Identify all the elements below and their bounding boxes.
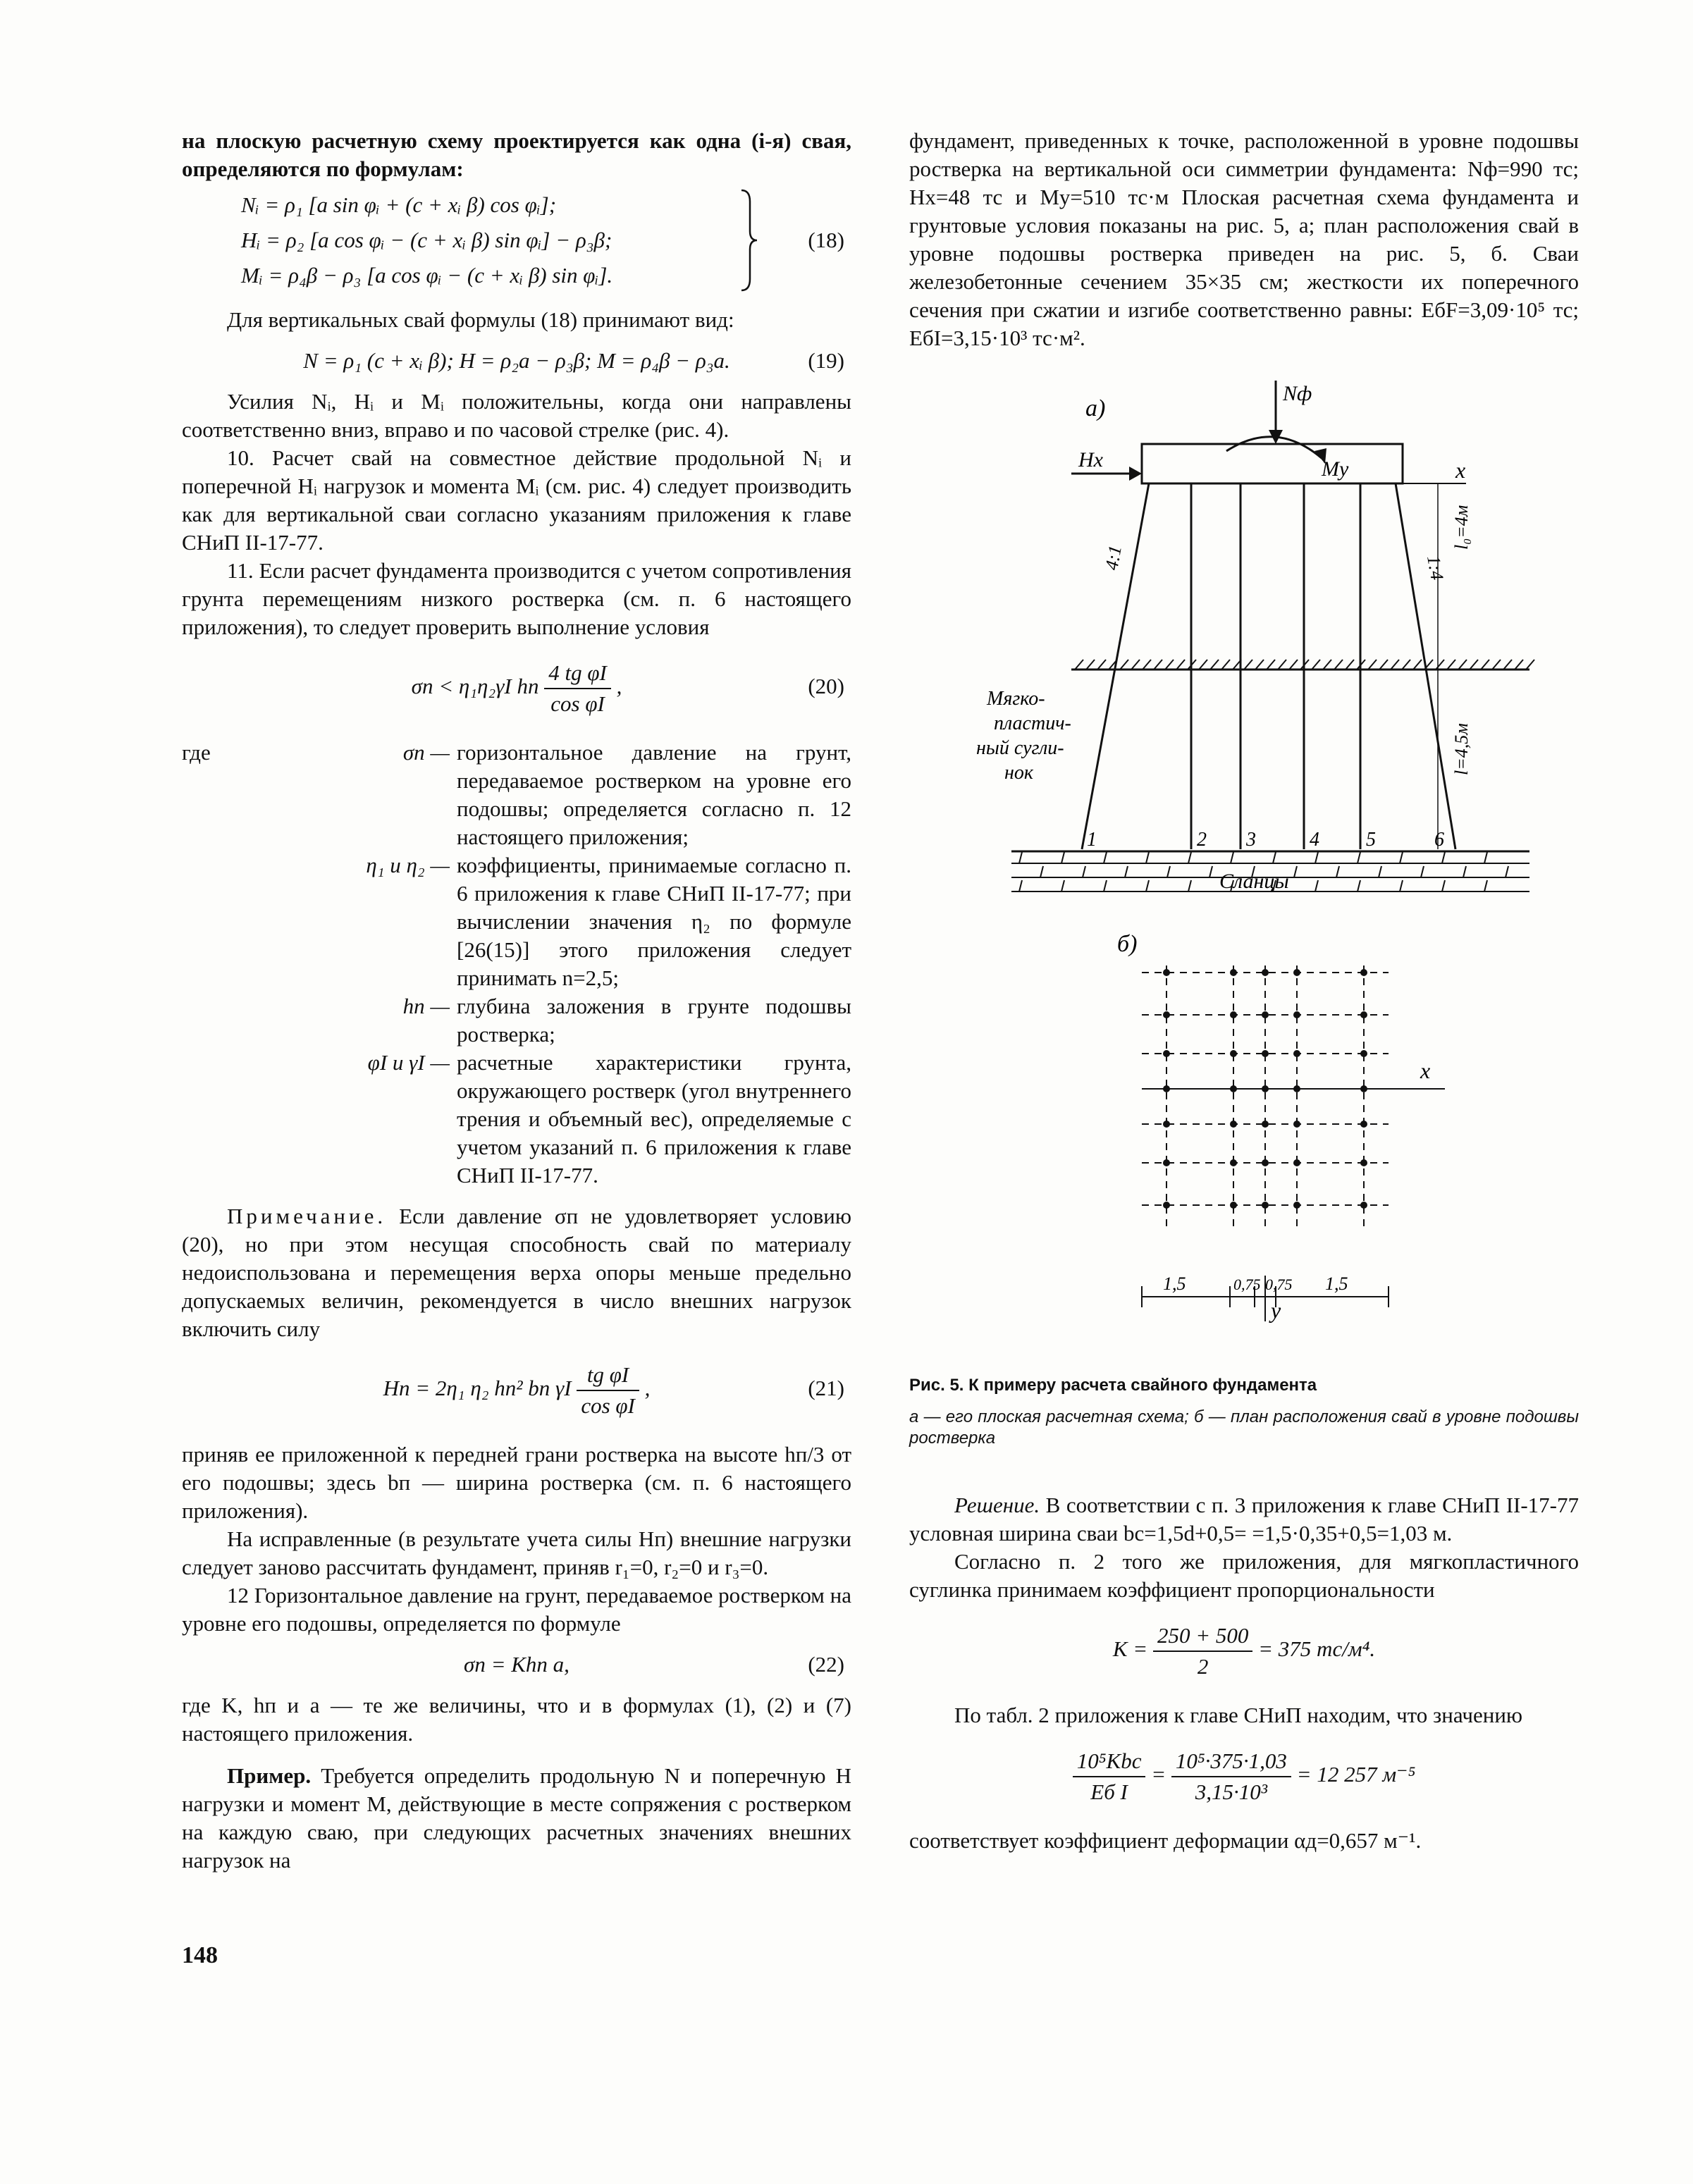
formula-19-number: (19)	[808, 348, 844, 373]
paragraph-11: 11. Если расчет фундамента производится с учетом сопротивления грунта перемещениям низкого ростверка (см. п. 6 настоящего приложения), то следует проверить выполнение условия	[182, 558, 851, 639]
ground-hatch-stroke	[1165, 660, 1174, 670]
soil-label-line2: пластич-	[994, 712, 1071, 734]
pile-mark	[1262, 1050, 1269, 1057]
formula-e-fraction-1	[1073, 1746, 1146, 1807]
point-2-paragraph: Согласно п. 2 того же приложения, для мягкопластичного суглинка принимаем коэффициент пропорциональности	[909, 1549, 1579, 1602]
figure-5	[909, 381, 1579, 1360]
ground-hatch-stroke	[1436, 660, 1444, 670]
slate-tick	[1315, 852, 1318, 863]
slate-tick	[1273, 852, 1276, 863]
formula-k-right: = 375 тс/м⁴.	[1258, 1636, 1376, 1662]
definition-term: φI и γI —	[367, 1050, 450, 1075]
definition-term: η₁ и η₂ —	[366, 853, 450, 877]
slope-left-label: 4:1	[1101, 543, 1126, 572]
slate-tick	[1019, 852, 1022, 863]
ground-hatch-stroke	[1278, 660, 1286, 670]
pile-mark	[1360, 1159, 1367, 1166]
definition-item	[182, 1049, 851, 1190]
ground-hatch-stroke	[1346, 660, 1354, 670]
ground-hatch-stroke	[1267, 660, 1275, 670]
pile-number: 3	[1246, 829, 1256, 851]
plan-y-label: y	[1271, 1297, 1281, 1323]
definition-desc: горизонтальное давление на грунт, передаваемое ростверком на уровне его подошвы; определяется согласно п. 12 настоящего приложения;	[457, 740, 851, 849]
slate-tick	[1358, 880, 1360, 892]
pile-number: 1	[1087, 829, 1097, 851]
slate-tick	[1421, 866, 1424, 877]
ground-hatch-stroke	[1323, 660, 1331, 670]
x-axis-label: x	[1455, 457, 1466, 483]
soil-label-line4: нок	[1004, 762, 1033, 784]
paragraph-10: 10. Расчет свай на совместное действие продольной Nᵢ и поперечной Hᵢ нагрузок и момента Mᵢ (см. рис. 4) следует производить как для вертикальной сваи согласно указаниям приложения к главе СНиП II-17-77.	[182, 445, 851, 555]
slope-right-label: 1:4	[1423, 554, 1448, 582]
ground-hatch-stroke	[1221, 660, 1230, 670]
formula-e-denominator-2: 3,15·10³	[1195, 1779, 1268, 1804]
formula-k-left: K =	[1112, 1636, 1148, 1662]
paragraph-12: 12 Горизонтальное давление на грунт, передаваемое ростверком на уровне его подошвы, определяется по формуле	[182, 1583, 852, 1636]
pile-mark	[1163, 969, 1170, 976]
left-column	[182, 127, 851, 1875]
ground-hatch-stroke	[1131, 660, 1140, 670]
table-paragraph: По табл. 2 приложения к главе СНиП находим, что значению	[954, 1703, 1523, 1727]
slate-tick	[1146, 852, 1149, 863]
where-22-paragraph: где K, hп и a — те же величины, что и в формулах (1), (2) и (7) настоящего приложения.	[182, 1693, 851, 1746]
definition-desc: глубина заложения в грунте подошвы ростверка;	[457, 994, 851, 1047]
formula-22	[182, 1643, 851, 1686]
slate-tick	[1209, 866, 1212, 877]
pile-mark	[1163, 1121, 1170, 1128]
figure-caption-text: а — его плоская расчетная схема; б — план расположения свай в уровне подошвы ростверка	[909, 1407, 1579, 1448]
forces-sign-paragraph: Усилия Nᵢ, Hᵢ и Mᵢ положительны, когда они направлены соответственно вниз, вправо и по часовой стрелке (рис. 4).	[182, 389, 851, 442]
ground-hatch-stroke	[1379, 660, 1388, 670]
pile-mark	[1293, 969, 1300, 976]
dimension-value: 1,5	[1325, 1273, 1348, 1294]
formula-18-line-2: Hᵢ = ρ₂ [a cos φᵢ − (c + xᵢ β) sin φᵢ] − ρ₃β;	[241, 228, 612, 252]
slate-tick	[1506, 866, 1508, 877]
formula-21-numerator: tg φI	[577, 1360, 639, 1391]
slate-tick	[1442, 852, 1445, 863]
right-column	[909, 127, 1579, 1855]
ground-hatch-stroke	[1492, 660, 1501, 670]
definition-item	[182, 992, 851, 1049]
formula-20-left: σп < η₁η₂γI hп	[411, 674, 539, 699]
ground-hatch-stroke	[1210, 660, 1219, 670]
formula-e-numerator-1: 10⁵Kbс	[1073, 1746, 1146, 1777]
formula-21-left: Hп = 2η₁ η₂ hп² bп γI	[383, 1376, 572, 1401]
pile-1	[1082, 483, 1149, 849]
ground-hatch-stroke	[1458, 660, 1467, 670]
plan-x-label: x	[1420, 1058, 1431, 1083]
formula-21-tail: ,	[644, 1376, 651, 1401]
slate-tick	[1104, 852, 1107, 863]
ground-hatch-stroke	[1289, 660, 1298, 670]
formula-20-tail: ,	[616, 674, 622, 699]
formula-e-equals: =	[1151, 1762, 1166, 1787]
formula-18-number: (18)	[808, 228, 844, 252]
ground-hatch-stroke	[1402, 660, 1410, 670]
slate-tick	[1167, 866, 1170, 877]
slate-tick	[1484, 852, 1487, 863]
figure-caption-title: Рис. 5. К примеру расчета свайного фундамента	[909, 1376, 1317, 1395]
intro-paragraph: на плоскую расчетную схему проектируется как одна (i-я) свая, определяются по формулам:	[182, 128, 851, 181]
pile-mark	[1262, 1159, 1269, 1166]
slate-tick	[1188, 852, 1191, 863]
l0-label: l₀=4м	[1451, 505, 1472, 550]
slate-tick	[1400, 852, 1403, 863]
formula-21-number: (21)	[808, 1376, 844, 1400]
ground-hatch-stroke	[1368, 660, 1377, 670]
ground-hatch-stroke	[1154, 660, 1162, 670]
slate-tick	[1379, 866, 1381, 877]
ground-hatch-stroke	[1244, 660, 1252, 670]
formula-18-line-1: Nᵢ = ρ₁ [a sin φᵢ + (c + xᵢ β) cos φᵢ];	[241, 192, 557, 217]
ground-hatch-stroke	[1526, 660, 1534, 670]
formula-22-body: σп = Khп a,	[464, 1652, 570, 1677]
dimension-value: 0,75	[1233, 1276, 1261, 1293]
pile-plan-grid	[1142, 965, 1389, 1226]
formula-e-right: = 12 257 м⁻⁵	[1296, 1762, 1416, 1787]
figure-label-a: а)	[1085, 395, 1106, 421]
last-paragraph: соответствует коэффициент деформации αд=0,657 м⁻¹.	[909, 1828, 1422, 1853]
definitions-list	[182, 739, 851, 1190]
formula-k-numerator: 250 + 500	[1153, 1621, 1252, 1652]
pile-mark	[1163, 1050, 1170, 1057]
pile-mark	[1293, 1202, 1300, 1209]
l-label: l=4,5м	[1451, 723, 1472, 775]
formula-19	[182, 340, 851, 382]
formula-20-number: (20)	[808, 674, 844, 698]
formula-22-number: (22)	[808, 1652, 844, 1677]
formula-20-fraction	[544, 658, 611, 719]
slate-tick	[1125, 866, 1128, 877]
definition-desc: коэффициенты, принимаемые согласно п. 6 приложения к главе СНиП II-17-77; при вычислении значения η₂ по формуле [26(15)] этого приложения следует принимать n=2,5;	[457, 853, 851, 990]
pile-mark	[1230, 1011, 1237, 1018]
pile-mark	[1293, 1011, 1300, 1018]
slate-tick	[1358, 852, 1360, 863]
ground-hatch-stroke	[1255, 660, 1264, 670]
corrected-loads-paragraph: На исправленные (в результате учета силы Hп) внешние нагрузки следует заново рассчитать фундамент, приняв r₁=0, r₂=0 и r₃=0.	[182, 1526, 851, 1579]
slate-tick	[1336, 866, 1339, 877]
pile-mark	[1360, 1050, 1367, 1057]
slate-tick	[1019, 880, 1022, 892]
soil-label-line3: ный сугли-	[976, 737, 1064, 759]
ground-hatch-stroke	[1199, 660, 1207, 670]
hx-label: Hx	[1078, 448, 1103, 471]
pile-mark	[1293, 1050, 1300, 1057]
slate-tick	[1294, 866, 1297, 877]
formula-k-fraction	[1153, 1621, 1252, 1682]
pile-mark	[1360, 969, 1367, 976]
solution-paragraph	[909, 1491, 1579, 1548]
pile-mark	[1360, 1121, 1367, 1128]
ground-hatch-stroke	[1515, 660, 1523, 670]
formula-e-fraction-2	[1171, 1746, 1291, 1807]
pile-mark	[1230, 1202, 1237, 1209]
ground-hatch-stroke	[1097, 660, 1106, 670]
pile-mark	[1230, 1121, 1237, 1128]
formula-k	[909, 1614, 1579, 1691]
pile-mark	[1163, 1159, 1170, 1166]
formula-e	[909, 1739, 1579, 1817]
definition-item	[182, 851, 851, 992]
note-paragraph	[182, 1202, 851, 1343]
example-paragraph	[182, 1762, 851, 1875]
slate-tick	[1484, 880, 1487, 892]
ground-hatch-stroke	[1447, 660, 1455, 670]
ground-hatch-stroke	[1503, 660, 1512, 670]
ground-hatch-stroke	[1481, 660, 1489, 670]
slate-tick	[1442, 880, 1445, 892]
pile-mark	[1293, 1121, 1300, 1128]
soil-label-line1: Мягко-	[987, 688, 1045, 710]
formula-18	[182, 187, 851, 293]
pile-number: 6	[1434, 829, 1444, 851]
formula-e-denominator-1: Eб I	[1090, 1779, 1128, 1804]
pile-foundation-diagram	[909, 381, 1579, 1360]
continuation-paragraph: фундамент, приведенных к точке, расположенной в уровне подошвы ростверка на вертикальной оси симметрии фундамента: Nф=990 тс; Hx=48 тс и My=510 тс·м Плоская расчетная схема фундамента и грунтовые условия показаны на рис. 5, а; план расположения свай в уровне подошвы ростверка приведен на рис. 5, б. Сваи железобетонные сечением 35×35 см; жесткости их поперечного сечения при сжатии и изгибе соответственно равны: EбF=3,09·10⁵ тс; EбI=3,15·10³ тс·м².	[909, 128, 1579, 350]
figure-label-b: б)	[1117, 931, 1138, 957]
vertical-piles-paragraph: Для вертикальных свай формулы (18) принимают вид:	[227, 307, 734, 332]
ground-hatch-stroke	[1334, 660, 1343, 670]
ground-hatch-stroke	[1391, 660, 1399, 670]
formula-20	[182, 651, 851, 729]
pile-mark	[1360, 1011, 1367, 1018]
ground-hatch-stroke	[1413, 660, 1422, 670]
slate-tick	[1231, 852, 1233, 863]
my-label: My	[1322, 457, 1349, 481]
after-21-paragraph: приняв ее приложенной к передней грани ростверка на высоте hп/3 от его подошвы; здесь bп — ширина ростверка (см. п. 6 настоящего приложения).	[182, 1442, 851, 1523]
slate-tick	[1315, 880, 1318, 892]
formula-21-fraction	[577, 1360, 639, 1421]
ground-hatch-stroke	[1086, 660, 1095, 670]
slate-tick	[1463, 866, 1466, 877]
pile-number: 4	[1310, 829, 1319, 851]
ground-hatch-stroke	[1312, 660, 1320, 670]
formula-18-line-3: Mᵢ = ρ₄β − ρ₃ [a cos φᵢ − (c + xᵢ β) sin φᵢ].	[241, 263, 613, 288]
definition-desc: расчетные характеристики грунта, окружающего ростверк (угол внутреннего трения и объемный вес), определяемые с учетом указаний п. 6 приложения к главе СНиП II-17-77.	[457, 1050, 851, 1187]
formula-21-denominator: cos φI	[581, 1393, 635, 1418]
slate-tick	[1061, 880, 1064, 892]
definition-term: σп —	[402, 740, 450, 765]
formula-19-body: N = ρ₁ (c + xᵢ β); H = ρ₂a − ρ₃β; M = ρ₄β − ρ₃a.	[303, 348, 730, 373]
ground-hatch-stroke	[1143, 660, 1151, 670]
pile-mark	[1230, 1050, 1237, 1057]
slate-label: Сланцы	[1219, 870, 1289, 893]
right-brace-icon	[739, 187, 760, 293]
where-label: где	[182, 740, 211, 765]
pile-mark	[1163, 1202, 1170, 1209]
dimension-value: 1,5	[1163, 1273, 1186, 1294]
pile-mark	[1262, 1121, 1269, 1128]
ground-hatch-stroke	[1470, 660, 1478, 670]
formula-20-numerator: 4 tg φI	[544, 658, 611, 689]
slate-tick	[1146, 880, 1149, 892]
example-label: Пример.	[227, 1763, 312, 1788]
ground-hatch-stroke	[1120, 660, 1128, 670]
arrow-right-icon	[1129, 467, 1142, 481]
example-text: Требуется определить продольную N и поперечную H нагрузки и момент M, действующие в месте сопряжения с ростверком на каждую сваю, при следующих расчетных значениях внешних нагрузок на	[182, 1763, 851, 1873]
ground-hatch-stroke	[1176, 660, 1185, 670]
page-number: 148	[182, 1942, 218, 1968]
pile-mark	[1163, 1011, 1170, 1018]
note-text: Если давление σп не удовлетворяет условию (20), но при этом несущая способность свай по материалу недоиспользована и перемещения верха опоры меньше предельно допускаемых величин, рекомендуется в число внешних нагрузок включить силу	[182, 1204, 851, 1341]
slate-tick	[1083, 866, 1085, 877]
definition-term: hп —	[402, 994, 450, 1018]
pile-mark	[1230, 1159, 1237, 1166]
formula-21	[182, 1353, 851, 1431]
slate-tick	[1188, 880, 1191, 892]
pile-cap	[1142, 444, 1403, 483]
pile-number: 2	[1197, 829, 1207, 851]
ground-hatch-stroke	[1075, 660, 1083, 670]
slate-tick	[1400, 880, 1403, 892]
definition-item	[182, 739, 851, 851]
pile-mark	[1262, 1011, 1269, 1018]
formula-k-denominator: 2	[1197, 1654, 1209, 1679]
dimension-value: 0,75	[1265, 1276, 1293, 1293]
pile-mark	[1293, 1159, 1300, 1166]
pile-mark	[1262, 1202, 1269, 1209]
pile-mark	[1262, 969, 1269, 976]
slate-tick	[1061, 852, 1064, 863]
pile-mark	[1360, 1202, 1367, 1209]
formula-20-denominator: cos φI	[550, 691, 605, 716]
pile-number: 5	[1366, 829, 1376, 851]
formula-e-numerator-2: 10⁵·375·1,03	[1171, 1746, 1291, 1777]
slate-tick	[1104, 880, 1107, 892]
note-label: Примечание.	[227, 1204, 387, 1228]
nf-label: Nф	[1283, 382, 1312, 405]
solution-label: Решение.	[954, 1493, 1040, 1517]
solution-text: В соответствии с п. 3 приложения к главе СНиП II-17-77 условная ширина сваи bс=1,5d+0,5= =1,5·0,35+0,5=1,03 м.	[909, 1493, 1579, 1546]
slate-tick	[1040, 866, 1043, 877]
pile-mark	[1230, 969, 1237, 976]
